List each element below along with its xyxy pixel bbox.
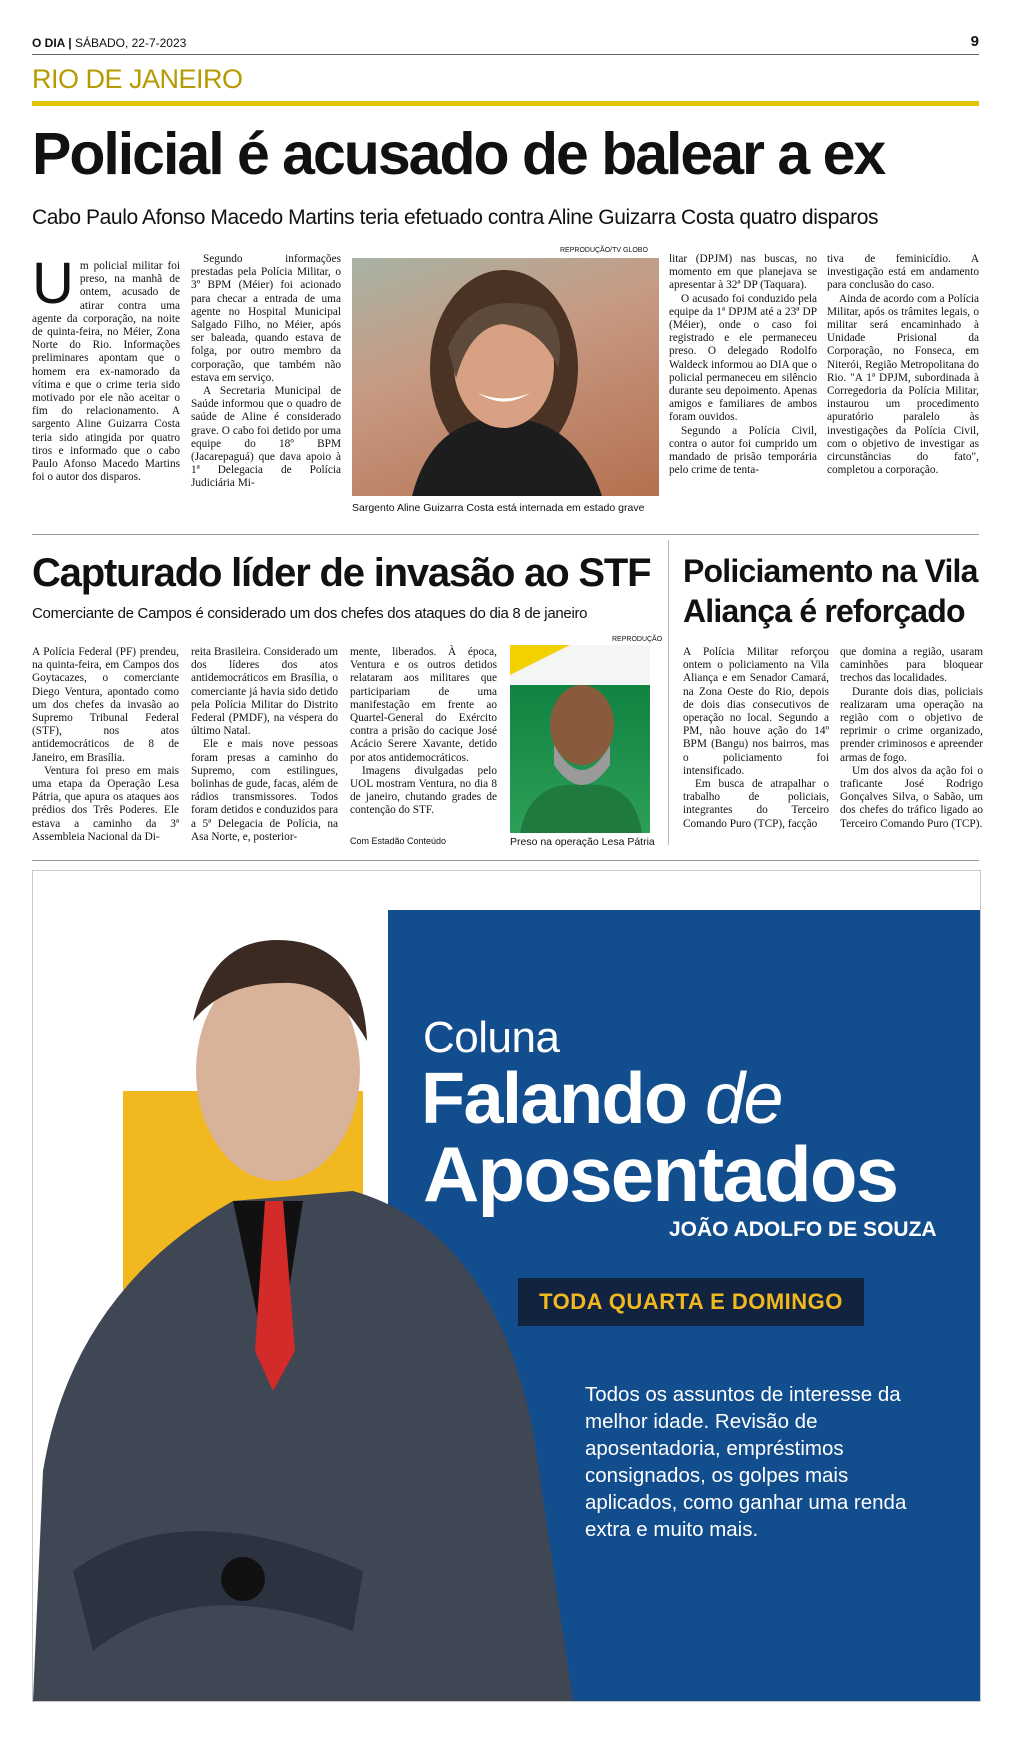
bottom-rule [32, 860, 979, 861]
story2-column-2 [191, 646, 338, 844]
paragraph: A Secretaria Municipal de Saúde informou que o quadro de saúde de Aline é considerado grave. O cabo foi detido por uma equipe do 18º BPM (Jacarepaguá) que dava apoio à 1ª Delegacia de Polícia Judiciária Mi- [191, 385, 341, 490]
paragraph: O acusado foi conduzido pela equipe da 1ª DPJM até a 23ª DP (Méier), onde o caso foi registrado e ele permaneceu preso. O delegado Rodolfo Waldeck informou ao DIA que o policial permaneceu em silêncio durante seu depoimento. Apenas amigos e familiares de ambos foram ouvidos. [669, 292, 817, 424]
story2-photo [510, 645, 650, 833]
paragraph: tiva de feminicídio. A investigação está em andamento para conclusão do caso. [827, 253, 979, 292]
paragraph: Durante dois dias, policiais realizaram uma operação na região com o objetivo de reprimir o crime organizado, prender criminosos e apreender armas de fogo. [840, 685, 983, 764]
paragraph: A Polícia Federal (PF) prendeu, na quinta-feira, em Campos dos Goytacazes, o comerciante Diego Ventura, apontado como um dos chefes da invasão ao Supremo Tribunal Federal (STF), nos atos antidemocráticos de 8 de Janeiro, em Brasília. [32, 646, 179, 764]
paragraph: m policial militar foi preso, na manhã de ontem, acusado de atirar contra uma agente da corporação, na noite de quinta-feira, no Méier, Zona Norte do Rio. Informações preliminares apontam que o homem era ex-namorado da vítima e que o crime teria sido motivado por ele não aceitar o fim do relacionamento. A sargento Aline Guizarra Costa teria sido atingida por quatro tiros e informado que o cabo Paulo Afonso Macedo Martins foi o autor dos disparos. [32, 260, 180, 484]
story1-column-2 [191, 253, 341, 491]
story1-subhead: Cabo Paulo Afonso Macedo Martins teria efetuado contra Aline Guizarra Costa quatro disparos [32, 206, 879, 229]
story1-dropcap: U [32, 251, 74, 316]
story3-column-1 [683, 646, 829, 831]
story3-headline: Policiamento na Vila Aliança é reforçado [683, 553, 978, 629]
paragraph: Em busca de atrapalhar o trabalho de policiais, integrantes do Terceiro Comando Puro (TCP), facção [683, 778, 829, 830]
story2-headline: Capturado líder de invasão ao STF [32, 551, 651, 595]
paragraph: mente, liberados. À época, Ventura e os outros detidos relataram aos militares que participariam de uma manifestação em frente ao Quartel-General do Exército contra a prisão do cacique José Acácio Serere Xavante, detido por atos antidemocráticos. [350, 646, 497, 764]
paragraph: Segundo informações prestadas pela Polícia Militar, o 3º BPM (Méier) foi acionado para checar a entrada de uma agente no Hospital Municipal Salgado Filho, no Méier, após ser baleada, quando estava de folga, por outro membro da corporação, que também não estava em serviço. [191, 253, 341, 384]
paragraph: A Polícia Militar reforçou ontem o policiamento na Vila Aliança e em Senador Camará, na Zona Oeste do Rio, depois de dois dias consecutivos de operação no local. Segundo a PM, não houve ação do 14º BPM (Bangu) nos bairros, mas o policiamento foi intensificado. [683, 646, 829, 777]
paper-name: O DIA [32, 36, 65, 50]
paragraph: Ventura foi preso em mais uma etapa da Operação Lesa Pátria, que apura os ataques aos prédios dos Três Poderes. Ele estava a caminho da 3ª Assembleia Nacional da Di- [32, 764, 179, 843]
paragraph: Ele e mais nove pessoas foram presas a caminho do Supremo, com estilingues, bolinhas de gude, facas, além de rádios transmissores. Todos foram detidos e conduzidos para a 5ª Delegacia de Polícia, na Asa Norte, e, posterior- [191, 738, 338, 843]
ad-kicker: Coluna [423, 1013, 560, 1062]
issue-date: SÁBADO, 22-7-2023 [74, 36, 187, 50]
section-title: RIO DE JANEIRO [32, 64, 243, 94]
ad-title-line-2: Aposentados [423, 1130, 898, 1218]
page-number: 9 [970, 33, 979, 50]
portrait-woman-image [352, 258, 659, 496]
story1-headline: Policial é acusado de balear a ex [32, 121, 885, 187]
story1-photo [352, 258, 659, 496]
paragraph: litar (DPJM) nas buscas, no momento em que planejava se apresentar à 32ª DP (Taquara). [669, 253, 817, 292]
story1-column-4 [827, 253, 979, 477]
masthead-separator: | [68, 36, 75, 50]
story2-photo-caption: Preso na operação Lesa Pátria [510, 836, 655, 848]
story2-column-3 [350, 646, 497, 818]
section-bar [32, 101, 979, 106]
story1-column-3 [669, 253, 817, 477]
column-advertisement [32, 870, 981, 1702]
ad-schedule-badge: TODA QUARTA E DOMINGO [518, 1278, 864, 1326]
story2-subhead: Comerciante de Campos é considerado um dos chefes dos ataques do dia 8 de janeiro [32, 605, 588, 622]
masthead [32, 36, 186, 50]
ad-title-line-1 [421, 1059, 782, 1139]
story3-column-2 [840, 646, 983, 831]
portrait-man-image [510, 645, 650, 833]
story1-photo-credit: REPRODUÇÃO/TV GLOBO [560, 247, 648, 254]
paragraph: Ainda de acordo com a Polícia Militar, após os trâmites legais, o militar será encaminhado à Unidade Prisional da Corporação, no Fonseca, em Niterói, Região Metropolitana do Rio. "A 1ª DPJM, subordinada à Corregedoria da Polícia Militar, instaurou um procedimento apuratório paralelo às investigações da Polícia Civil, com o objetivo de investigar as circunstâncias do fato", completou a corporação. [827, 292, 979, 477]
paragraph: que domina a região, usaram caminhões para bloquear trechos das localidades. [840, 646, 983, 685]
paragraph: Segundo a Polícia Civil, contra o autor foi cumprido um mandado de prisão temporária pelo crime de tenta- [669, 424, 817, 477]
ad-author: JOÃO ADOLFO DE SOUZA [669, 1218, 937, 1241]
ad-title-italic: de [705, 1059, 783, 1139]
story2-column-1 [32, 646, 179, 844]
ad-title-word: Falando [421, 1059, 706, 1139]
paragraph: Imagens divulgadas pelo UOL mostram Ventura, no dia 8 de janeiro, chutando grades de contenção do STF. [350, 764, 497, 817]
paragraph: Um dos alvos da ação foi o traficante José Rodrigo Gonçalves Silva, o Sabão, um dos chefes do tráfico ligado ao Terceiro Comando Puro (TCP). [840, 764, 983, 830]
column-divider [668, 540, 669, 845]
mid-rule [32, 534, 979, 535]
story2-photo-credit: REPRODUÇÃO [612, 636, 663, 643]
ad-description: Todos os assuntos de interesse da melhor idade. Revisão de aposentadoria, empréstimos consignados, os golpes mais aplicados, como ganhar uma renda extra e muito mais. [585, 1383, 907, 1541]
story1-column-1 [32, 251, 180, 484]
story2-byline: Com Estadão Conteúdo [350, 836, 447, 846]
story1-photo-caption: Sargento Aline Guizarra Costa está internada em estado grave [352, 502, 645, 514]
top-rule [32, 54, 979, 55]
paragraph: reita Brasileira. Considerado um dos líderes dos atos antidemocráticos em Brasília, o comerciante já havia sido detido pela Polícia Militar do Distrito Federal (PMDF), na véspera do último Natal. [191, 646, 338, 738]
